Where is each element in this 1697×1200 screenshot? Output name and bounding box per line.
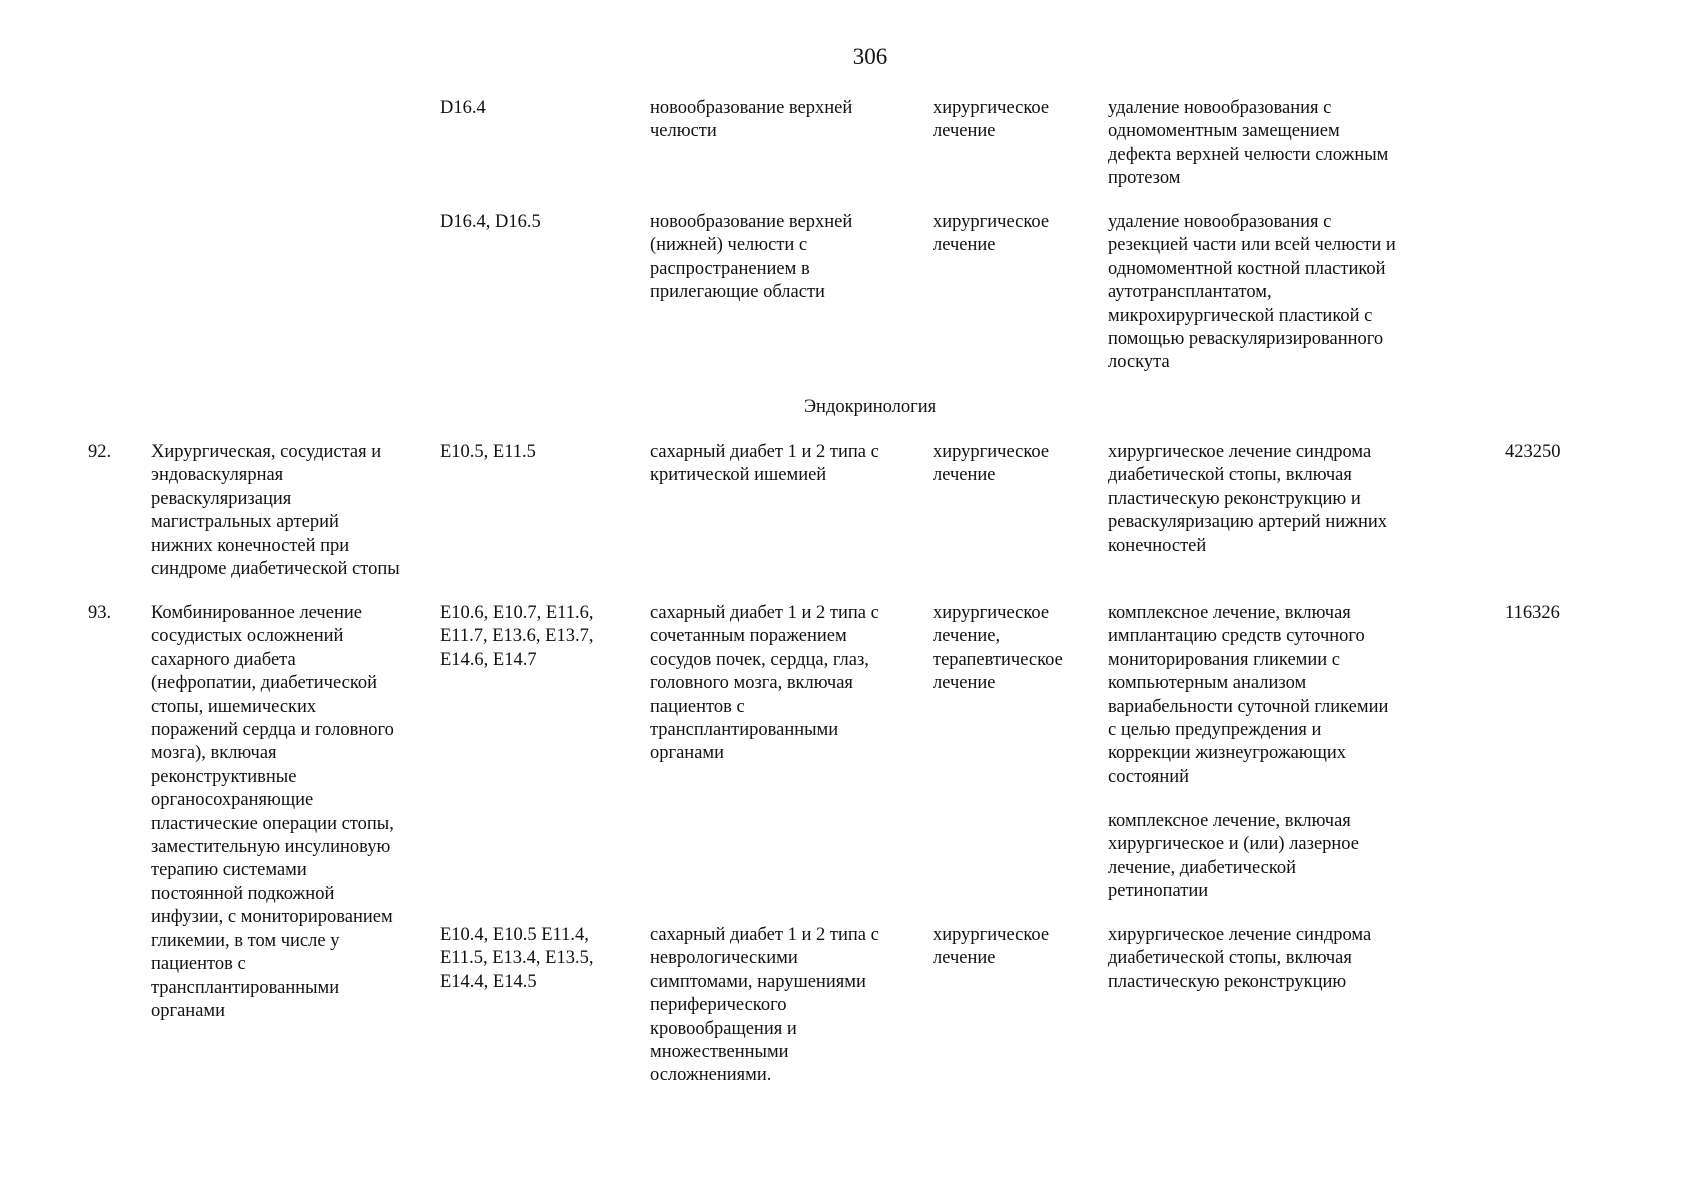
row-model: новообразование верхней челюсти: [650, 98, 853, 142]
row-method: удаление новообразования с одномоментным замещением дефекта верхней челюсти сложным протезом: [1108, 98, 1389, 189]
row-method: хирургическое лечение синдрома диабетической стопы, включая пластическую реконструкцию: [1108, 925, 1372, 992]
row-model: сахарный диабет 1 и 2 типа с неврологическими симптомами, нарушениями периферического кровообращения и множественными осложнениями.: [650, 925, 879, 1086]
row-code: D16.4: [440, 98, 486, 118]
row-cost: 423250: [1505, 442, 1561, 462]
row-model: сахарный диабет 1 и 2 типа с сочетанным поражением сосудов почек, сердца, глаз, головного мозга, включая пациентов с трансплантированными органами: [650, 603, 879, 764]
page-number: 306: [852, 44, 888, 69]
row-code: E10.5, E11.5: [440, 442, 536, 462]
row-method: комплексное лечение, включая имплантацию средств суточного мониторирования гликемии с компьютерным анализом вариабельности суточной гликемии с целью предупреждения и коррекции жизнеугрожающих состояний: [1108, 603, 1389, 787]
row-number: 92.: [88, 442, 112, 462]
row-name: Комбинированное лечение сосудистых осложнений сахарного диабета (нефропатии, диабетической стопы, ишемических поражений сердца и головного мозга), включая реконструктивные органосохраняющие пластические операции стопы, заместительную инсулиновую терапию системами постоянной подкожной инфузии, с мониторированием гликемии, в том числе у пациентов с трансплантированными органами: [151, 603, 394, 1021]
row-method: хирургическое лечение синдрома диабетической стопы, включая пластическую реконструкцию и реваскуляризацию артерий нижних конечностей: [1108, 442, 1388, 556]
row-treatment: хирургическое лечение: [933, 925, 1050, 969]
row-code: E10.6, E10.7, E11.6, E11.7, E13.6, E13.7, E14.6, E14.7: [440, 603, 594, 670]
row-treatment: хирургическое лечение: [933, 212, 1050, 256]
row-code: D16.4, D16.5: [440, 212, 541, 232]
row-method: удаление новообразования с резекцией части или всей челюсти и одномоментной костной пластикой аутотрансплантатом, микрохирургической пластикой с помощью реваскуляризированного лоскута: [1108, 212, 1396, 373]
row-cost: 116326: [1505, 603, 1560, 623]
row-model: новообразование верхней (нижней) челюсти с распространением в прилегающие области: [650, 212, 853, 303]
row-treatment: хирургическое лечение, терапевтическое лечение: [933, 603, 1063, 694]
row-number: 93.: [88, 603, 112, 623]
row-method-secondary: комплексное лечение, включая хирургическое и (или) лазерное лечение, диабетической ретинопатии: [1108, 811, 1359, 902]
row-treatment: хирургическое лечение: [933, 442, 1050, 486]
row-code: E10.4, E10.5 E11.4, E11.5, E13.4, E13.5, E14.4, E14.5: [440, 925, 594, 992]
row-name: Хирургическая, сосудистая и эндоваскулярная реваскуляризация магистральных артерий нижних конечностей при синдроме диабетической стопы: [151, 442, 400, 580]
section-title: Эндокринология: [803, 397, 937, 417]
row-treatment: хирургическое лечение: [933, 98, 1050, 142]
row-model: сахарный диабет 1 и 2 типа с критической ишемией: [650, 442, 879, 486]
